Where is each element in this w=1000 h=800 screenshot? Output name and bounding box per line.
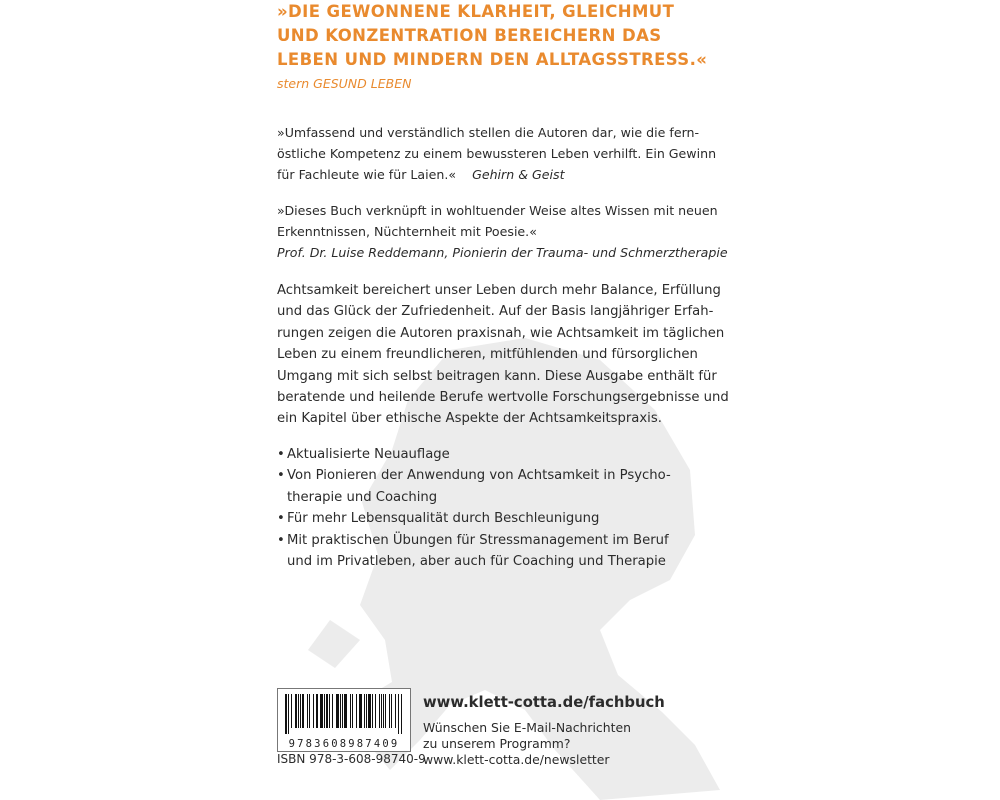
barcode-number: 9783608987409 bbox=[288, 738, 400, 750]
quote-line: »Dieses Buch verknüpft in wohltuender Weise altes Wissen mit neuen bbox=[277, 203, 718, 218]
headline-source: stern GESUND LEBEN bbox=[277, 76, 412, 91]
paragraph-line: und das Glück der Zufriedenheit. Auf der Basis langjähriger Erfah- bbox=[277, 304, 714, 320]
paragraph-line: ein Kapitel über ethische Aspekte der Achtsamkeitspraxis. bbox=[277, 411, 662, 427]
newsletter-info bbox=[423, 720, 631, 767]
feature-list bbox=[277, 444, 671, 572]
review-quote bbox=[277, 200, 728, 263]
list-item bbox=[277, 508, 671, 529]
quote-line: für Fachleute wie für Laien.« bbox=[277, 167, 457, 182]
quote-line-with-source bbox=[277, 164, 716, 185]
list-item-line: therapie und Coaching bbox=[287, 489, 438, 505]
quote-line: Erkenntnissen, Nüchternheit mit Poesie.« bbox=[277, 224, 537, 239]
paragraph-line: beratende und heilende Berufe wertvolle Forschungsergebnisse und bbox=[277, 390, 729, 406]
list-item-line: • Aktualisierte Neuauflage bbox=[287, 447, 450, 462]
paragraph-line: Umgang mit sich selbst beitragen kann. Diese Ausgabe enthält für bbox=[277, 368, 717, 384]
isbn-label: ISBN 978-3-608-98740-9 bbox=[277, 752, 426, 766]
quote-source: Prof. Dr. Luise Reddemann, Pionierin der Trauma- und Schmerztherapie bbox=[277, 245, 728, 260]
headline-line: »DIE GEWONNENE KLARHEIT, GLEICHMUT bbox=[277, 2, 675, 21]
press-headline bbox=[277, 0, 707, 72]
list-item-line: • Von Pionieren der Anwendung von Achtsamkeit in Psycho- bbox=[287, 468, 671, 484]
quote-line: »Umfassend und verständlich stellen die Autoren dar, wie die fern- bbox=[277, 125, 700, 140]
paragraph-line: Achtsamkeit bereichert unser Leben durch mehr Balance, Erfüllung bbox=[277, 283, 721, 298]
quote-line: östliche Kompetenz zu einem bewussteren Leben verhilft. Ein Gewinn bbox=[277, 146, 717, 161]
list-item bbox=[277, 465, 671, 508]
paragraph-line: rungen zeigen die Autoren praxisnah, wie Achtsamkeit im täglichen bbox=[277, 325, 725, 341]
list-item-line: und im Privatleben, aber auch für Coaching und Therapie bbox=[287, 554, 666, 570]
barcode-icon bbox=[282, 694, 406, 734]
list-item bbox=[277, 444, 671, 465]
headline-line: UND KONZENTRATION BEREICHERN DAS bbox=[277, 26, 662, 45]
paragraph-line: Leben zu einem freundlicheren, mitfühlenden und fürsorglichen bbox=[277, 347, 698, 363]
description-paragraph bbox=[277, 280, 729, 430]
quote-source: Gehirn & Geist bbox=[472, 167, 565, 182]
newsletter-link[interactable]: www.klett-cotta.de/newsletter bbox=[423, 751, 610, 767]
list-item-line: • Mit praktischen Übungen für Stressmanagement im Beruf bbox=[287, 532, 669, 548]
newsletter-line: zu unserem Programm? bbox=[423, 735, 571, 751]
list-item-line: • Für mehr Lebensqualität durch Beschleunigung bbox=[287, 511, 600, 527]
publisher-website[interactable]: www.klett-cotta.de/fachbuch bbox=[423, 694, 665, 711]
barcode bbox=[277, 688, 411, 752]
headline-line: LEBEN UND MINDERN DEN ALLTAGSSTRESS.« bbox=[277, 50, 708, 69]
review-quote bbox=[277, 122, 716, 185]
list-item bbox=[277, 530, 671, 573]
newsletter-line: Wünschen Sie E-Mail-Nachrichten bbox=[423, 720, 631, 735]
